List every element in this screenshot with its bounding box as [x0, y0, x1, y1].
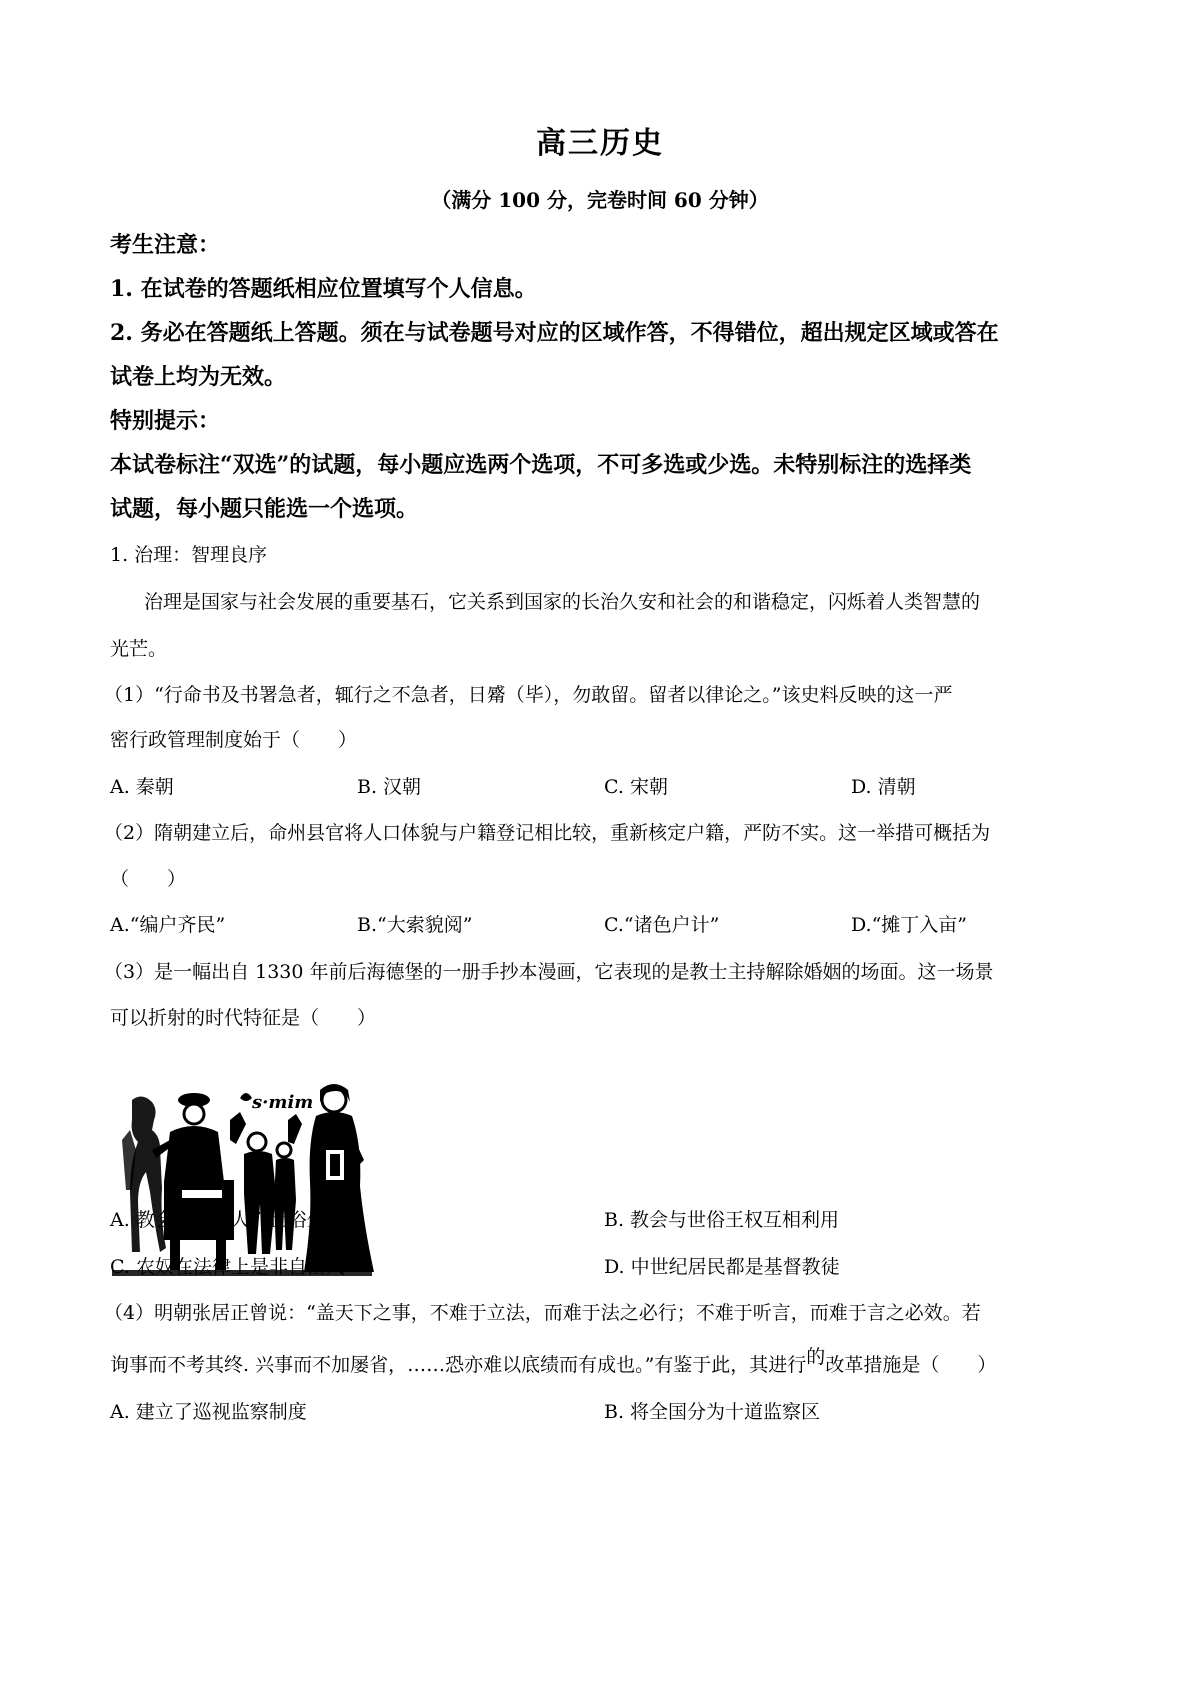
q2-option-c: C.“诸色户计” — [604, 914, 720, 936]
section-1-title: 1. 治理：智理良序 — [110, 544, 268, 566]
section-1-intro-line-2: 光芒。 — [110, 638, 168, 660]
svg-text:s·mim: s·mim — [252, 1092, 314, 1113]
page-title: 高三历史 — [536, 126, 664, 161]
q4-option-b: B. 将全国分为十道监察区 — [604, 1401, 821, 1423]
notice-item-1: 1. 在试卷的答题纸相应位置填写个人信息。 — [110, 276, 537, 302]
q3-option-c: C. 农奴在法律上是非自由人 — [110, 1256, 345, 1278]
q3-line-2: 可以折射的时代特征是（ ） — [110, 1007, 377, 1029]
section-1-intro-line-1: 治理是国家与社会发展的重要基石，它关系到国家的长治久安和社会的和谐稳定，闪烁着人类智慧的 — [144, 591, 981, 613]
q2-line-2: （ ） — [110, 868, 187, 890]
page-subtitle: （满分 100 分，完卷时间 60 分钟） — [431, 188, 769, 212]
q4-line-1: （4）明朝张居正曾说：“盖天下之事，不难于立法，而难于法之必行；不难于听言，而难于言之必效。若 — [104, 1302, 981, 1324]
q1-line-1: （1）“行命书及书署急者，辄行之不急者，日觱（毕），勿敢留。留者以律论之。”该史料反映的这一严 — [104, 684, 953, 706]
q2-line-1: （2）隋朝建立后，命州县官将人口体貌与户籍登记相比较，重新核定户籍，严防不实。这一举措可概括为 — [104, 822, 991, 844]
q1-option-c: C. 宋朝 — [604, 776, 668, 798]
notice-item-2-line-2: 试卷上均为无效。 — [110, 364, 287, 390]
q3-line-1: （3）是一幅出自 1330 年前后海德堡的一册手抄本漫画，它表现的是教士主持解除婚姻的场面。这一场景 — [104, 961, 994, 983]
q4-option-a: A. 建立了巡视监察制度 — [110, 1401, 307, 1423]
manuscript-illustration — [112, 1080, 382, 1280]
q3-option-b: B. 教会与世俗王权互相利用 — [604, 1209, 840, 1231]
q1-option-d: D. 清朝 — [851, 776, 916, 798]
q1-option-b: B. 汉朝 — [357, 776, 422, 798]
q1-line-2: 密行政管理制度始于（ ） — [110, 729, 358, 751]
special-heading: 特别提示： — [110, 408, 221, 434]
notice-heading: 考生注意： — [110, 232, 221, 258]
q4-line-2-sup: 的 — [806, 1346, 826, 1368]
notice-item-2-line-1: 2. 务必在答题纸上答题。须在与试卷题号对应的区域作答，不得错位，超出规定区域或答在 — [110, 320, 999, 346]
q1-option-a: A. 秦朝 — [110, 776, 174, 798]
q3-option-a: A. 教会控制着人们世俗生活 — [110, 1209, 345, 1231]
q2-option-b: B.“大索貌阅” — [357, 914, 473, 936]
q3-option-d: D. 中世纪居民都是基督教徒 — [604, 1256, 840, 1278]
q4-line-2 — [110, 1346, 1100, 1377]
special-line-1: 本试卷标注“双选”的试题，每小题应选两个选项，不可多选或少选。未特别标注的选择类 — [110, 452, 972, 478]
q2-option-a: A.“编户齐民” — [110, 914, 226, 936]
q2-option-d: D.“摊丁入亩” — [851, 914, 968, 936]
q4-line-2-part-a: 询事而不考其终. 兴事而不加屡省，……恐亦难以底绩而有成也。”有鉴于此，其进行 — [110, 1354, 807, 1376]
special-line-2: 试题，每小题只能选一个选项。 — [110, 496, 419, 522]
q4-line-2-part-b: 改革措施是（ ） — [825, 1354, 997, 1376]
